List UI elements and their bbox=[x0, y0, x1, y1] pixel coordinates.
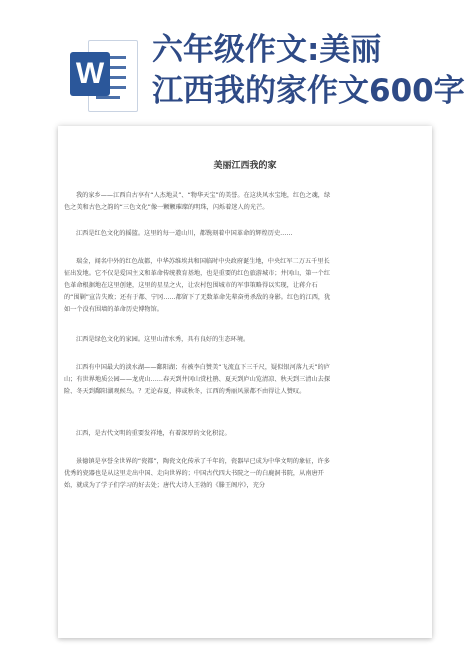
header-banner bbox=[0, 0, 474, 118]
word-icon-line bbox=[96, 96, 120, 99]
document-paragraph-2: 江西是红色文化的摇篮。这里的每一道山川，都镌刻着中国革命的辉煌历史…… bbox=[76, 230, 293, 237]
page-title-line2: 江西我的家作文600字 bbox=[152, 73, 465, 109]
word-document-icon bbox=[70, 38, 140, 114]
document-paragraph-4: 江西是绿色文化的家园。这里山清水秀，具有良好的生态环境。 bbox=[76, 336, 250, 343]
word-icon-badge: W bbox=[70, 52, 110, 96]
document-paragraph-6: 江西，是古代文明的重要发祥地，有着深厚的文化积淀。 bbox=[76, 430, 231, 437]
page-title bbox=[152, 30, 468, 112]
document-paragraph-5: 江西有中国最大的淡水湖——鄱阳湖；有被李白赞美“飞流直下三千尺，疑似银河落九天”的庐山；有世界地质公园——龙虎山……春天到井冈山赏杜鹃、夏天到庐山览清凉、秋天到三清山去探险、冬天到鄱阳湖观候鸟。？无论春夏，抑或秋冬，江西的秀丽风景都不由得让人赞叹。 bbox=[64, 364, 331, 395]
document-paragraph-3: 瑞金，闻名中外的红色故都，中华苏维埃共和国临时中央政府诞生地，中央红军二万五千里长征出发地。它不仅是爱国主义和革命传统教育基地，也是重要的红色旅游城市；井冈山，第一个红色革命根据地在这里创建，这里的星星之火，让农村包围城市的军事策略得以实现，让蒋介石的“围剿”宣告失败；还有于都、宁冈……都留下了无数革命先辈奋勇杀敌的身影。红色的江西，犹如一个没有围墙的革命历史博物馆。 bbox=[64, 258, 331, 313]
document-title: 美丽江西我的家 bbox=[213, 161, 277, 171]
page-title-line1: 六年级作文:美丽 bbox=[152, 32, 382, 68]
document-paragraph-1: 我的家乡——江西自古享有“人杰地灵”、“物华天宝”的美誉。在这块风水宝地，红色之魂，绿色之美和古色之韵的“三色文化”像一颗颗璀璨的明珠，闪烁着迷人的光芒。 bbox=[64, 192, 331, 211]
document-paragraph-7: 景德镇是享誉全世界的“瓷都”，陶瓷文化传承了千年的，瓷器早已成为中华文明的象征，许多优秀的瓷器也是从这里走出中国、走向世界的；中国古代四大书院之一的白鹿洞书院，从南唐开始，就成为了学子们学习的好去处；唐代大诗人王勃的《滕王阁序》，充分 bbox=[64, 458, 330, 489]
